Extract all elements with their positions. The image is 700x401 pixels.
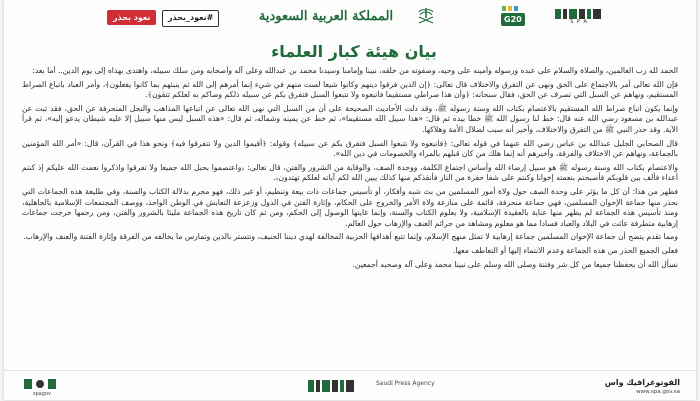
paragraph: قال الصحابي الجليل عبدالله بن عباس رضي الله عنهما في قوله تعالى: ﴿فاتبعوه ولا تتبعوا السبل فتفرق بكم عن سبيله﴾ وقوله: ﴿أقيموا الدين ولا تتفرقوا فيه﴾ ونحو هذا في القرآن، قال: «أمر الله المؤمنين بالجماعة، ونهاهم عن الاختلاف والفرقة، وأخبرهم أنه إنما هلك من كان قبلهم بالمراء والخصومات في دين الله». — [22, 138, 678, 159]
paragraph: وإنما يكون اتباع صراط الله المستقيم بالاعتصام بكتاب الله وسنة رسوله ﷺ، وقد دلت الأحاديث الصحيحة على أن من السبل التي نهى الله تعالى عن اتباعها المذاهب والنحل المنحرفة عن الحق، فقد ثبت عن عبدالله بن مسعود رضي الله عنه قال: خط لنا رسول الله ﷺ خطا بيده ثم قال: «هذا سبيل الله مستقيما»، ثم خط عن يمينه وشماله، ثم قال: «هذه السبل ليس منها سبيل إلا عليه شيطان يدعو إليه»، ثم قرأ الآية. وقد حذر النبي ﷺ من التفرق والاختلاف، وأخبر أنه سبب لضلال الأمة وهلاكها. — [22, 103, 678, 134]
palm-swords-emblem-icon — [416, 6, 436, 26]
website-url: www.spa.gov.sa — [636, 389, 680, 395]
agency-name: Saudi Press Agency — [376, 380, 435, 387]
campaign-badge: نعود بحذر — [107, 10, 156, 25]
spa-footer-logo-icon — [304, 377, 374, 395]
g20-label: G20 — [501, 13, 525, 26]
social-handle: spagov — [32, 391, 52, 397]
document-page — [4, 0, 696, 400]
spa-letters: S P A — [570, 19, 588, 25]
paragraph: فعلى الجميع الحذر من هذه الجماعة وعدم الانتماء إليها أو التعاطف معها. — [452, 245, 678, 255]
photographic-label: الفوتوغرافيك واس — [604, 378, 680, 387]
document-title: بيان هيئة كبار العلماء — [271, 42, 437, 61]
kingdom-name: المملكة العربية السعودية — [258, 9, 394, 24]
document-header — [4, 0, 696, 32]
document-body — [22, 66, 678, 366]
campaign-hashtag-badge: #نعود_بحذر — [162, 10, 219, 27]
document-footer — [4, 370, 696, 401]
g20-mark-icon — [501, 4, 531, 13]
paragraph: فظهر من هذا: أن كل ما يؤثر على وحدة الصف حول ولاة أمور المسلمين من بث شبه وأفكار، أو تأسيس جماعات ذات بيعة وتنظيم، أو غير ذلك، فهو محرم بدلالة الكتاب والسنة، وفي طليعة هذه الجماعات التي نحذر منها جماعة الإخوان المسلمين، فهي جماعة منحرفة، قائمة على منازعة ولاة الأمر والخروج على الحكام، وإثارة الفتن في الدول وزعزعة التعايش في الوطن الواحد، ووصف المجتمعات الإسلامية بالجاهلية، ومنذ تأسيس هذه الجماعة لم يظهر منها عناية بالعقيدة الإسلامية، ولا بعلوم الكتاب والسنة، وإنما غايتها الوصول إلى الحكم، ومن ثم كان تاريخ هذه الجماعة مليئا بالشرور والفتن، ومن رحمها خرجت جماعات إرهابية متطرفة عاثت في البلاد والعباد فسادا مما هو معلوم ومشاهد من جرائم العنف والإرهاب حول العالم. — [22, 186, 678, 228]
social-logo-icon — [22, 377, 60, 391]
paragraph: فإن الله تعالى أمر بالاجتماع على الحق ونهى عن التفرق والاختلاف قال تعالى: ﴿إن الذين فرقوا دينهم وكانوا شيعا لست منهم في شيء إنما أمرهم إلى الله ثم ينبئهم بما كانوا يفعلون﴾، وأمر العباد باتباع الصراط المستقيم، ونهاهم عن السبل التي تصرف عن الحق، فقال سبحانه: ﴿وأن هذا صراطي مستقيما فاتبعوه ولا تتبعوا السبل فتفرق بكم عن سبيله ذلكم وصاكم به لعلكم تتقون﴾. — [22, 79, 678, 100]
paragraph: ومما تقدم يتضح أن جماعة الإخوان المسلمين جماعة إرهابية لا تمثل منهج الإسلام، وإنما تتبع أهدافها الحزبية المخالفة لهدي ديننا الحنيف، وتتستر بالدين وتمارس ما يخالفه من الفرقة وإثارة الفتنة والعنف والإرهاب. — [23, 232, 678, 242]
paragraph: نسأل الله أن يحفظنا جميعا من كل شر وفتنة وصلى الله وسلم على نبينا محمد وعلى آله وصحبه أجمعين. — [352, 259, 678, 269]
paragraph: الحمد لله رب العالمين، والصلاة والسلام على عبده ورسوله وأمينه على وحيه، وصفوته من خلقه، نبينا وإمامنا وسيدنا محمد بن عبدالله وعلى آله وأصحابه ومن سلك سبيله، واهتدى بهداه إلى يوم الدين.. أما بعد: — [32, 66, 678, 75]
paragraph: والاعتصام بكتاب الله وسنة رسوله ﷺ هو سبيل إرضاء الله وأساس اجتماع الكلمة، ووحدة الصف، والوقاية من الشرور والفتن، قال تعالى: ﴿واعتصموا بحبل الله جميعا ولا تفرقوا واذكروا نعمت الله عليكم إذ كنتم أعداء فألف بين قلوبكم فأصبحتم بنعمته إخوانا وكنتم على شفا حفرة من النار فأنقذكم منها كذلك يبين الله لكم آياته لعلكم تهتدون﴾. — [22, 162, 678, 183]
